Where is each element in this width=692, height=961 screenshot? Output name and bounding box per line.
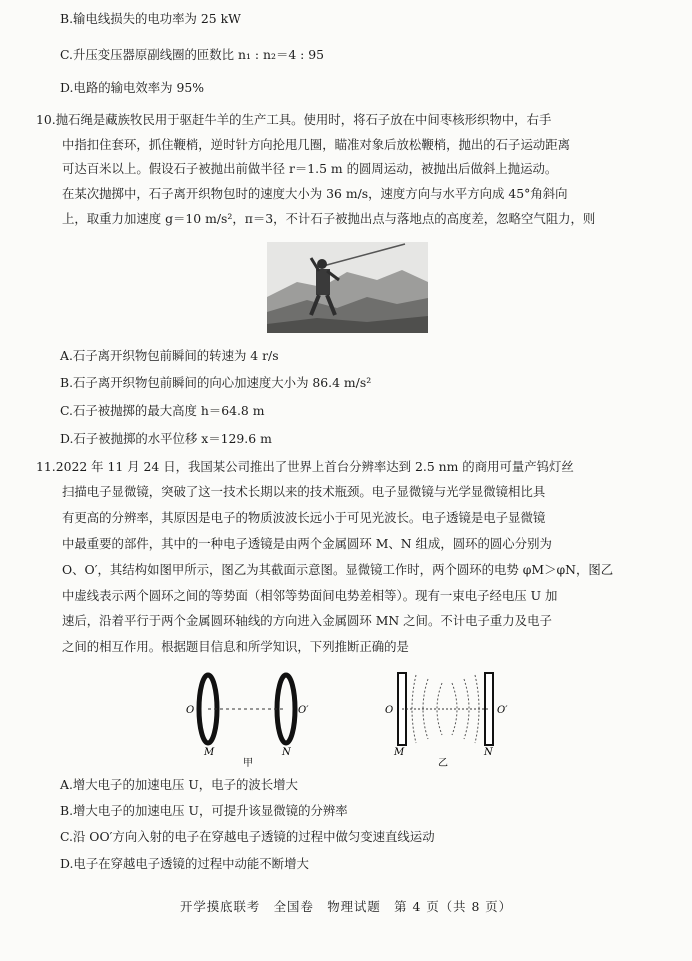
q10-line-1: 10.抛石绳是藏族牧民用于驱赶牛羊的生产工具。使用时，将石子放在中间枣核形织物中，右手 xyxy=(36,112,552,127)
q11-option-a: A.增大电子的加速电压 U，电子的波长增大 xyxy=(60,777,298,792)
q10-option-b: B.石子离开织物包前瞬间的向心加速度大小为 86.4 m/s² xyxy=(60,375,372,390)
q10-line-2: 中指扣住套环，抓住鞭梢，逆时针方向抡甩几圈，瞄准对象后放松鞭梢，抛出的石子运动距离 xyxy=(62,137,571,152)
q11-line-5: O、O′，其结构如图甲所示，图乙为其截面示意图。显微镜工作时，两个圆环的电势 φM＞φN，图乙 xyxy=(62,562,614,577)
label-n-right: N xyxy=(484,747,493,758)
q11-option-c: C.沿 OO′方向入射的电子在穿越电子透镜的过程中做匀变速直线运动 xyxy=(60,829,435,844)
label-m-left: M xyxy=(204,747,215,758)
label-o-prime-left: O′ xyxy=(298,705,309,716)
q9-option-c: C.升压变压器原副线圈的匝数比 n₁ : n₂＝4 : 95 xyxy=(60,47,325,62)
q11-line-8: 之间的相互作用。根据题目信息和所学知识，下列推断正确的是 xyxy=(62,639,409,654)
q10-option-c: C.石子被抛掷的最大高度 h＝64.8 m xyxy=(60,403,265,418)
q10-line-4: 在某次抛掷中，石子离开织物包时的速度大小为 36 m/s，速度方向与水平方向成 45°角斜向 xyxy=(62,186,568,201)
page-footer: 开学摸底联考 全国卷 物理试题 第 4 页（共 8 页） xyxy=(179,899,513,914)
q11-option-b: B.增大电子的加速电压 U，可提升该显微镜的分辨率 xyxy=(60,803,348,818)
caption-jia: 甲 xyxy=(243,758,253,769)
q11-line-3: 有更高的分辨率，其原因是电子的物质波波长远小于可见光波长。电子透镜是电子显微镜 xyxy=(62,510,546,525)
q10-option-a: A.石子离开织物包前瞬间的转速为 4 r/s xyxy=(60,348,279,363)
electron-lens-figure xyxy=(180,669,510,772)
q9-option-d: D.电路的输电效率为 95% xyxy=(60,80,205,95)
q11-line-6: 中虚线表示两个圆环之间的等势面（相邻等势面间电势差相等）。现有一束电子经电压 U 加 xyxy=(62,588,558,603)
q11-line-7: 速后，沿着平行于两个金属圆环轴线的方向进入金属圆环 MN 之间。不计电子重力及电子 xyxy=(62,613,552,628)
q10-line-5: 上，取重力加速度 g＝10 m/s²，π＝3，不计石子被抛出点与落地点的高度差，忽略空气阻力，则 xyxy=(62,211,596,226)
caption-yi: 乙 xyxy=(438,758,448,769)
label-m-right: M xyxy=(394,747,405,758)
q10-option-d: D.石子被抛掷的水平位移 x＝129.6 m xyxy=(60,431,272,446)
label-o-right: O xyxy=(385,705,394,716)
q11-line-1: 11.2022 年 11 月 24 日，我国某公司推出了世界上首台分辨率达到 2.5 nm 的商用可量产钨灯丝 xyxy=(36,459,574,474)
q10-line-3: 可达百米以上。假设石子被抛出前做半径 r＝1.5 m 的圆周运动，被抛出后做斜上抛运动。 xyxy=(62,161,558,176)
q11-option-d: D.电子在穿越电子透镜的过程中动能不断增大 xyxy=(60,856,309,871)
q11-line-4: 中最重要的部件，其中的一种电子透镜是由两个金属圆环 M、N 组成，圆环的圆心分别为 xyxy=(62,536,552,551)
herder-photo xyxy=(267,242,428,333)
label-o-prime-right: O′ xyxy=(497,705,508,716)
figure-yi xyxy=(385,673,508,769)
q9-option-b: B.输电线损失的电功率为 25 kW xyxy=(60,11,241,26)
q11-line-2: 扫描电子显微镜，突破了这一技术长期以来的技术瓶颈。电子显微镜与光学显微镜相比具 xyxy=(62,484,546,499)
label-o-left: O xyxy=(186,705,195,716)
label-n-left: N xyxy=(282,747,291,758)
figure-jia xyxy=(186,675,309,769)
